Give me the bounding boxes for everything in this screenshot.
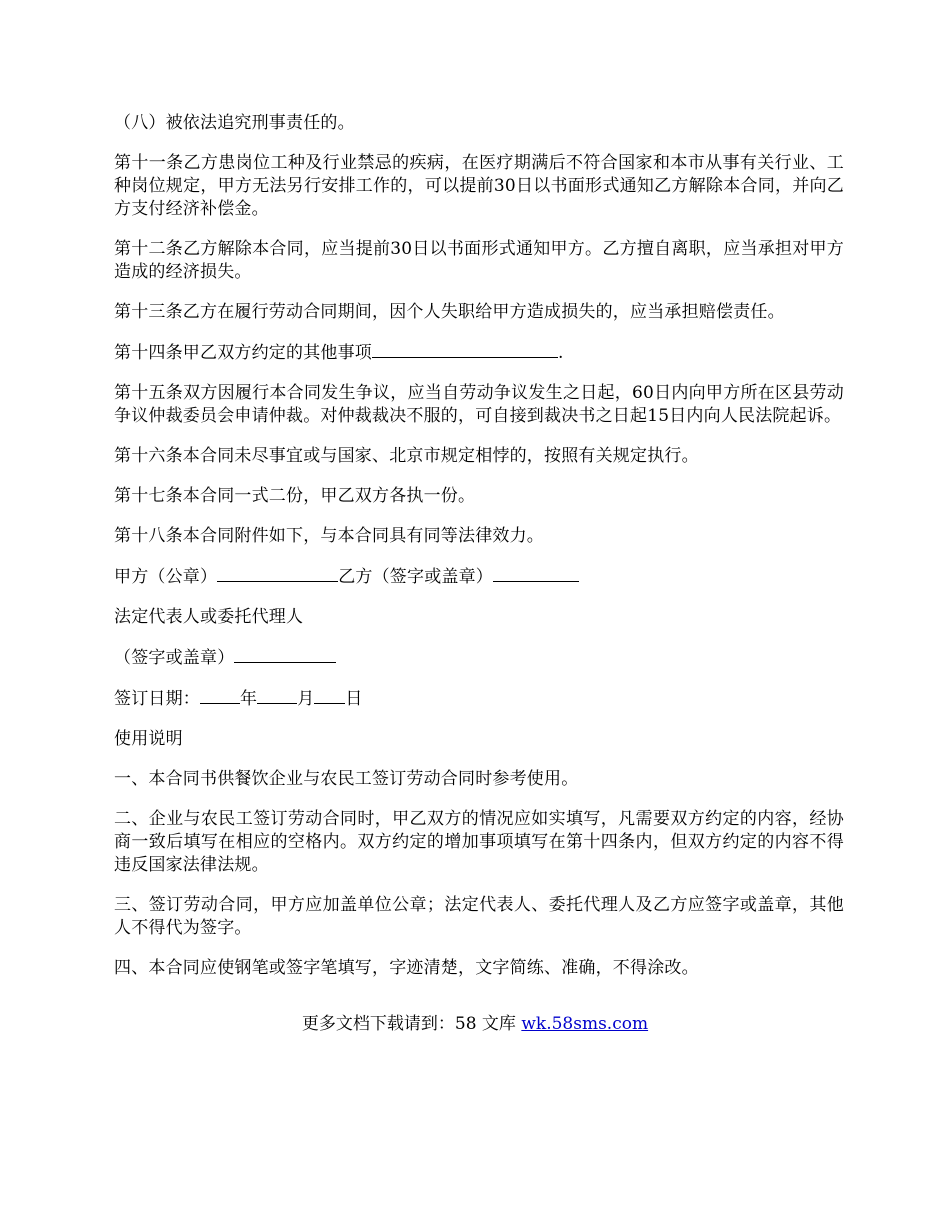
- paragraph-article-17: 第十七条本合同一式二份，甲乙双方各执一份。: [114, 486, 476, 506]
- day-blank[interactable]: [314, 687, 345, 704]
- day-label: 日: [345, 689, 363, 709]
- sign-or-seal-label: （签字或盖章）: [114, 648, 235, 668]
- party-b-blank[interactable]: [493, 565, 579, 582]
- usage-item-3: 三、签订劳动合同，甲方应加盖单位公章；法定代表人、委托代理人及乙方应签字或盖章，其他人不得代为签字。: [114, 895, 844, 938]
- legal-representative: 法定代表人或委托代理人: [114, 607, 304, 627]
- usage-item-4: 四、本合同应使钢笔或签字笔填写，字迹清楚，文字简练、准确，不得涂改。: [114, 958, 699, 978]
- paragraph-article-14: [114, 341, 844, 365]
- paragraph-article-11: 第十一条乙方患岗位工种及行业禁忌的疾病，在医疗期满后不符合国家和本市从事有关行业、工种岗位规定，甲方无法另行安排工作的，可以提前30日以书面形式通知乙方解除本合同，并向乙方支付经济补偿金。: [114, 153, 844, 219]
- usage-item-1: 一、本合同书供餐饮企业与农民工签订劳动合同时参考使用。: [114, 769, 579, 789]
- paragraph-article-12: 第十二条乙方解除本合同，应当提前30日以书面形式通知甲方。乙方擅自离职，应当承担对甲方造成的经济损失。: [114, 239, 844, 282]
- party-a-label: 甲方（公章）: [114, 567, 218, 587]
- paragraph-article-13: 第十三条乙方在履行劳动合同期间，因个人失职给甲方造成损失的，应当承担赔偿责任。: [114, 302, 785, 322]
- usage-title: 使用说明: [114, 729, 183, 749]
- sign-or-seal-line: [114, 646, 844, 670]
- paragraph-article-15: 第十五条双方因履行本合同发生争议，应当自劳动争议发生之日起，60日内向甲方所在区县劳动争议仲裁委员会申请仲裁。对仲裁裁决不服的，可自接到裁决书之日起15日内向人民法院起诉。: [114, 383, 844, 426]
- sign-or-seal-blank[interactable]: [234, 646, 336, 663]
- signature-parties: [114, 565, 844, 589]
- footer-link[interactable]: wk.58sms.com: [521, 1014, 649, 1034]
- sign-date-line: [114, 687, 844, 711]
- party-b-label: 乙方（签字或盖章）: [338, 567, 494, 587]
- footer: [0, 1013, 950, 1036]
- paragraph-item-8: （八）被依法追究刑事责任的。: [114, 113, 355, 133]
- paragraph-article-18: 第十八条本合同附件如下，与本合同具有同等法律效力。: [114, 526, 544, 546]
- year-blank[interactable]: [200, 687, 240, 704]
- footer-text: 更多文档下载请到：58 文库: [301, 1014, 522, 1034]
- usage-item-2: 二、企业与农民工签订劳动合同时，甲乙双方的情况应如实填写，凡需要双方约定的内容，经协商一致后填写在相应的空格内。双方约定的增加事项填写在第十四条内，但双方约定的内容不得违反国家法律法规。: [114, 809, 844, 875]
- blank-line[interactable]: [372, 341, 558, 358]
- month-label: 月: [297, 689, 315, 709]
- article-14-end: .: [558, 343, 564, 363]
- date-label: 签订日期：: [114, 689, 200, 709]
- article-14-text: 第十四条甲乙双方约定的其他事项: [114, 343, 372, 363]
- month-blank[interactable]: [257, 687, 297, 704]
- document-body: [114, 112, 844, 997]
- paragraph-article-16: 第十六条本合同未尽事宜或与国家、北京市规定相悖的，按照有关规定执行。: [114, 446, 699, 466]
- year-label: 年: [240, 689, 258, 709]
- party-a-blank[interactable]: [217, 565, 338, 582]
